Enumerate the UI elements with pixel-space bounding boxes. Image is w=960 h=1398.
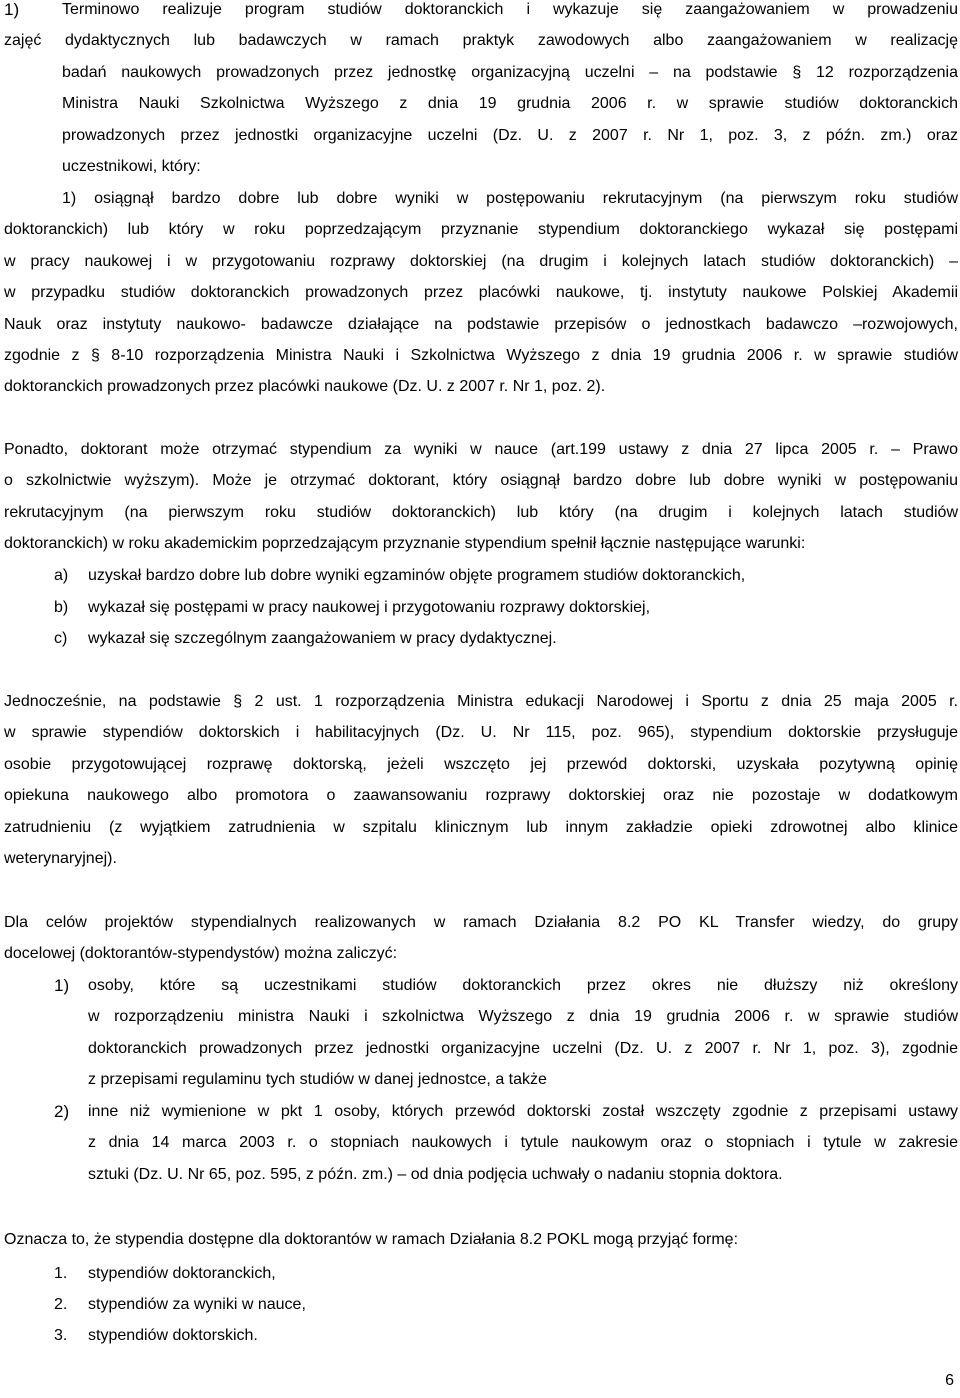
marker-text: 2) [54,1102,70,1121]
text-line: Ponadto, doktorant może otrzymać stypendium za wyniki w nauce (art.199 ustawy z dnia 27 lipca 2005 r. – Prawo [4,441,958,458]
list-item-text: wykazał się postępami w pracy naukowej i przygotowaniu rozprawy doktorskiej, [88,599,651,616]
page-number: 6 [945,1372,954,1389]
text-line: zatrudnieniu (z wyjątkiem zatrudnienia w szpitalu klinicznym lub innym zakładzie opieki zdrowotnej albo klinice [4,818,958,836]
paragraph-3 [4,686,958,874]
list-marker [54,970,69,1002]
text-line: w pracy naukowej i w przygotowaniu rozprawy doktorskiej (na drugim i kolejnych latach studiów doktoranckich) – [4,252,958,270]
list-item-text: stypendiów za wyniki w nauce, [88,1296,306,1313]
list-marker [54,1096,69,1128]
text-line: uczestnikowi, który: [62,157,201,175]
paragraph-4 [4,907,958,970]
text-line: osoby, które są uczestnikami studiów doktoranckich przez okres nie dłuższy niż określony [88,977,958,994]
list-item-text [88,970,958,1096]
text-line: weterynaryjnej). [4,849,117,867]
list-marker: 3. [54,1327,68,1344]
text-line: badań naukowych prowadzonych przez jednostkę organizacyjną uczelni – na podstawie § 12 rozporządzenia [62,63,958,81]
text-line: docelowej (doktorantów-stypendystów) można zaliczyć: [4,945,398,963]
text-line: zajęć dydaktycznych lub badawczych w ramach praktyk zawodowych albo zaangażowaniem w realizację [4,32,958,50]
list-item-text: stypendiów doktorskich. [88,1327,258,1344]
text-line: w przypadku studiów doktoranckich prowadzonych przez placówki naukowe, tj. instytuty naukowe Polskiej Akademii [4,284,958,302]
text-line: Terminowo realizuje program studiów doktoranckich i wykazuje się zaangażowaniem w prowadzeniu [62,1,958,18]
sub-paragraph [4,183,958,403]
text-line: doktoranckich) w roku akademickim poprzedzającym przyznanie stypendium spełnił łącznie następujące warunki: [4,535,806,553]
list-marker: 1. [54,1265,68,1282]
list-marker: c) [54,630,68,647]
paragraph-5 [4,1224,958,1255]
marker-text: 1) [4,0,20,19]
text-line: Oznacza to, że stypendia dostępne dla doktorantów w ramach Działania 8.2 POKL mogą przyjąć formę: [4,1231,739,1248]
text-line: sztuki (Dz. U. Nr 65, poz. 595, z późn. zm.) – od dnia podjęcia uchwały o nadaniu stopnia doktora. [88,1165,783,1183]
text-line: doktoranckich) lub który w roku poprzedzającym przyznanie stypendium doktoranckiego wykazał się postępami [4,221,958,239]
text-line: w sprawie stypendiów doktorskich i habilitacyjnych (Dz. U. Nr 115, poz. 965), stypendium doktorskie przysługuje [4,724,958,742]
text-line: z przepisami regulaminu tych studiów w danej jednostce, a także [88,1071,547,1089]
text-line: prowadzonych przez jednostki organizacyjne uczelni (Dz. U. z 2007 r. Nr 1, poz. 3, z późn. zm.) oraz [62,126,958,144]
text-line: doktoranckich prowadzonych przez placówki naukowe (Dz. U. z 2007 r. Nr 1, poz. 2). [4,378,606,396]
text-line: rekrutacyjnym (na pierwszym roku studiów doktoranckich) lub który (na drugim i kolejnych latach studiów [4,503,958,521]
paragraph-1 [4,0,958,182]
text-line: opiekuna naukowego albo promotora o zaawansowaniu rozprawy doktorskiej oraz nie pozostaje w dodatkowym [4,787,958,805]
list-item-text: wykazał się szczególnym zaangażowaniem w pracy dydaktycznej. [88,630,557,647]
text-line: o szkolnictwie wyższym). Może je otrzymać doktorant, który osiągnął bardzo dobre lub dobre wyniki w postępowaniu [4,472,958,490]
text-line: osobie przygotowującej rozprawę doktorską, jeżeli wszczęto jej przewód doktorski, uzyskała pozytywną opinię [4,755,958,773]
list-item-text: uzyskał bardzo dobre lub dobre wyniki egzaminów objęte programem studiów doktoranckich, [88,567,746,584]
list-item-text: stypendiów doktoranckich, [88,1265,276,1282]
text-line: w rozporządzeniu ministra Nauki i szkolnictwa Wyższego z dnia 19 grudnia 2006 r. w sprawie studiów [88,1008,958,1026]
list-marker [4,0,19,26]
text-line: Ministra Nauki Szkolnictwa Wyższego z dnia 19 grudnia 2006 r. w sprawie studiów doktoranckich [62,95,958,113]
text-line: Jednocześnie, na podstawie § 2 ust. 1 rozporządzenia Ministra edukacji Narodowej i Sportu z dnia 25 maja 2005 r. [4,693,958,710]
text-line: z dnia 14 marca 2003 r. o stopniach naukowych i tytule naukowym oraz o stopniach i tytule w zakresie [88,1134,958,1152]
text-line: Dla celów projektów stypendialnych realizowanych w ramach Działania 8.2 PO KL Transfer wiedzy, do grupy [4,914,958,931]
text-line: 1) osiągnął bardzo dobre lub dobre wyniki w postępowaniu rekrutacyjnym (na pierwszym roku studiów [62,190,958,207]
text-line: inne niż wymienione w pkt 1 osoby, których przewód doktorski został wszczęty zgodnie z przepisami ustawy [88,1103,958,1120]
list-marker: b) [54,599,69,616]
text-line: doktoranckich prowadzonych przez jednostki organizacyjne uczelni (Dz. U. z 2007 r. Nr 1, poz. 3), zgodnie [88,1039,958,1057]
list-item-text [88,1096,958,1190]
text-line: Nauk oraz instytuty naukowo- badawcze działające na podstawie przepisów o jednostkach badawczo –rozwojowych, [4,315,958,333]
list-marker: 2. [54,1296,68,1313]
list-marker: a) [54,567,69,584]
text-line: zgodnie z § 8-10 rozporządzenia Ministra Nauki i Szkolnictwa Wyższego z dnia 19 grudnia 2006 r. w sprawie studiów [4,346,958,364]
marker-text: 1) [54,976,70,995]
paragraph-2 [4,434,958,560]
